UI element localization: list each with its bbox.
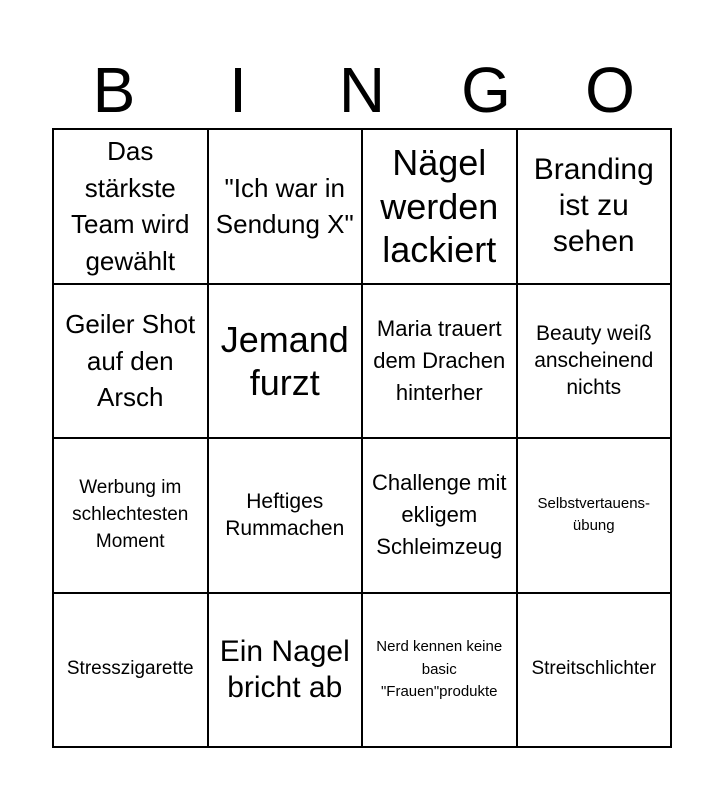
bingo-cell[interactable]: Werbung im schlechtesten Moment bbox=[54, 439, 209, 594]
bingo-cell[interactable]: Challenge mit ekligem Schleimzeug bbox=[363, 439, 518, 594]
bingo-header bbox=[52, 52, 672, 128]
bingo-cell[interactable]: "Ich war in Sendung X" bbox=[209, 130, 364, 285]
bingo-cell[interactable]: Jemand furzt bbox=[209, 285, 364, 440]
bingo-cell[interactable]: Nerd kennen keine basic "Frauen"produkte bbox=[363, 594, 518, 749]
header-letter-i: I bbox=[229, 54, 247, 126]
bingo-board bbox=[52, 128, 672, 748]
bingo-cell[interactable]: Geiler Shot auf den Arsch bbox=[54, 285, 209, 440]
bingo-cell[interactable]: Beauty weiß anscheinend nichts bbox=[518, 285, 673, 440]
bingo-cell[interactable]: Streitschlichter bbox=[518, 594, 673, 749]
header-letter-g: G bbox=[461, 54, 511, 126]
bingo-cell[interactable]: Maria trauert dem Drachen hinterher bbox=[363, 285, 518, 440]
bingo-cell[interactable]: Ein Nagel bricht ab bbox=[209, 594, 364, 749]
bingo-cell[interactable]: Heftiges Rummachen bbox=[209, 439, 364, 594]
bingo-cell[interactable]: Nägel werden lackiert bbox=[363, 130, 518, 285]
header-letter-b: B bbox=[92, 54, 136, 126]
header-letter-n: N bbox=[338, 54, 386, 126]
header-letter-o: O bbox=[585, 54, 635, 126]
bingo-cell[interactable]: Selbstvertauens-übung bbox=[518, 439, 673, 594]
bingo-cell[interactable]: Stresszigarette bbox=[54, 594, 209, 749]
bingo-cell[interactable]: Branding ist zu sehen bbox=[518, 130, 673, 285]
bingo-cell[interactable]: Das stärkste Team wird gewählt bbox=[54, 130, 209, 285]
